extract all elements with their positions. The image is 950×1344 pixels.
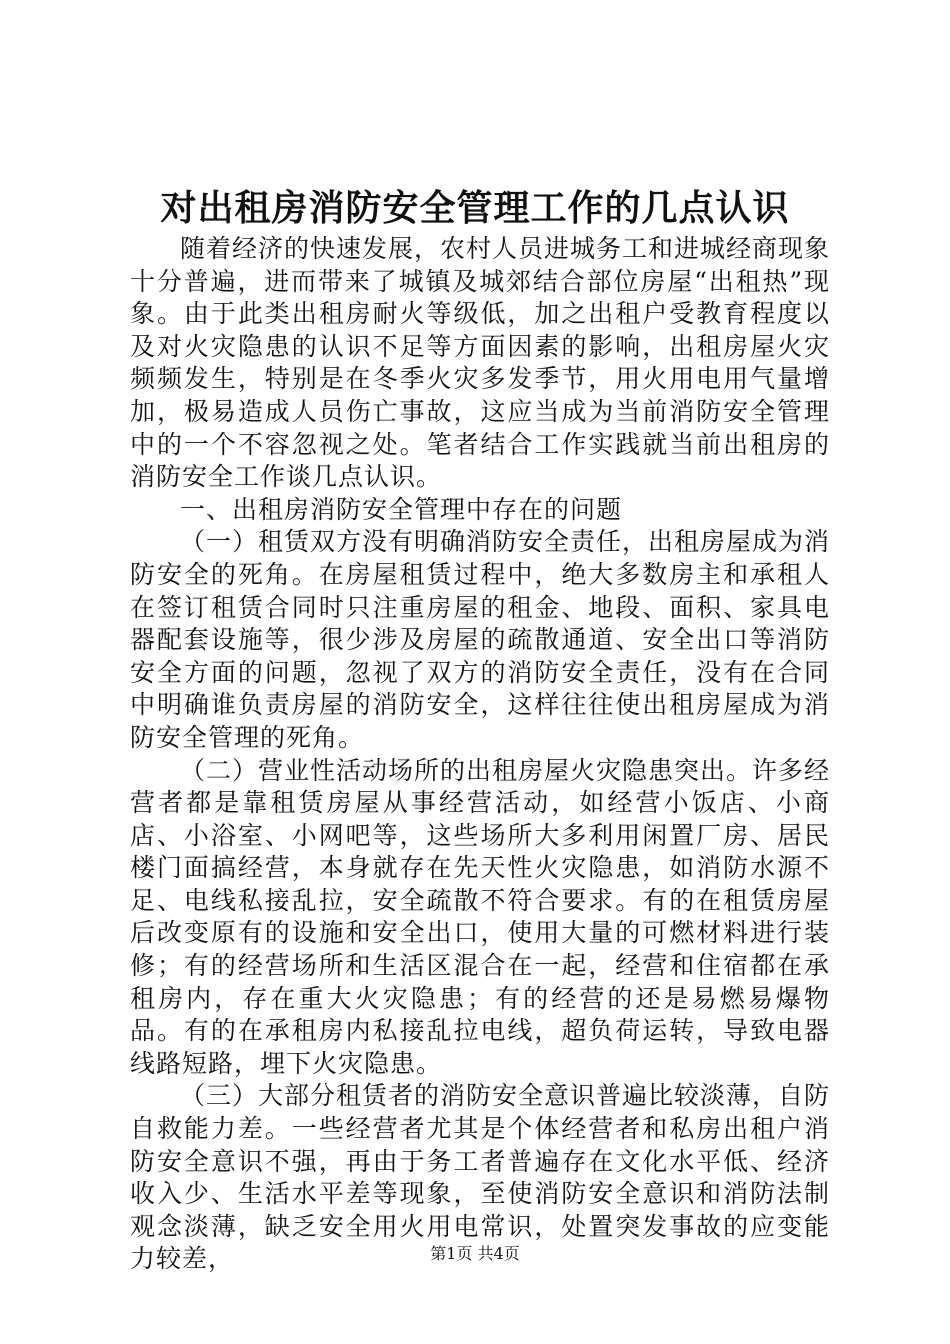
- point-one-paragraph: （一）租赁双方没有明确消防安全责任，出租房屋成为消防安全的死角。在房屋租赁过程中，绝大多数房主和承租人在签订租赁合同时只注重房屋的租金、地段、面积、家具电器配套设施等，很少涉及房屋的疏散通道、安全出口等消防安全方面的问题，忽视了双方的消防安全责任，没有在合同中明确谁负责房屋的消防安全，这样往往使出租房屋成为消防安全管理的死角。: [130, 527, 831, 752]
- section-heading: 一、出租房消防安全管理中存在的问题: [180, 494, 623, 524]
- point-three-paragraph: （三）大部分租赁者的消防安全意识普遍比较淡薄，自防自救能力差。一些经营者尤其是个体经营者和私房出租户消防安全意识不强，再由于务工者普遍存在文化水平低、经济收入少、生活水平差等现象，至使消防安全意识和消防法制观念淡薄，缺乏安全用火用电常识，处置突发事故的应变能力较差，: [130, 1081, 831, 1274]
- intro-paragraph: 随着经济的快速发展，农村人员进城务工和进城经商现象十分普遍，进而带来了城镇及城郊结合部位房屋“出租热”现象。由于此类出租房耐火等级低，加之出租户受教育程度以及对火灾隐患的认识不足等方面因素的影响，出租房屋火灾频频发生，特别是在冬季火灾多发季节，用火用电用气量增加，极易造成人员伤亡事故，这应当成为当前消防安全管理中的一个不容忽视之处。笔者结合工作实践就当前出租房的消防安全工作谈几点认识。: [130, 234, 831, 492]
- document-body: [130, 233, 830, 1276]
- point-two-paragraph: （二）营业性活动场所的出租房屋火灾隐患突出。许多经营者都是靠租赁房屋从事经营活动，如经营小饭店、小商店、小浴室、小网吧等，这些场所大多利用闲置厂房、居民楼门面搞经营，本身就存在先天性火灾隐患，如消防水源不足、电线私接乱拉，安全疏散不符合要求。有的在租赁房屋后改变原有的设施和安全出口，使用大量的可燃材料进行装修；有的经营场所和生活区混合在一起，经营和住宿都在承租房内，存在重大火灾隐患；有的经营的还是易燃易爆物品。有的在承租房内私接乱拉电线，超负荷运转，导致电器线路短路，埋下火灾隐患。: [130, 755, 831, 1078]
- document-title: 对出租房消防安全管理工作的几点认识: [160, 187, 790, 229]
- page-number-footer: 第1页 共4页: [430, 1244, 520, 1263]
